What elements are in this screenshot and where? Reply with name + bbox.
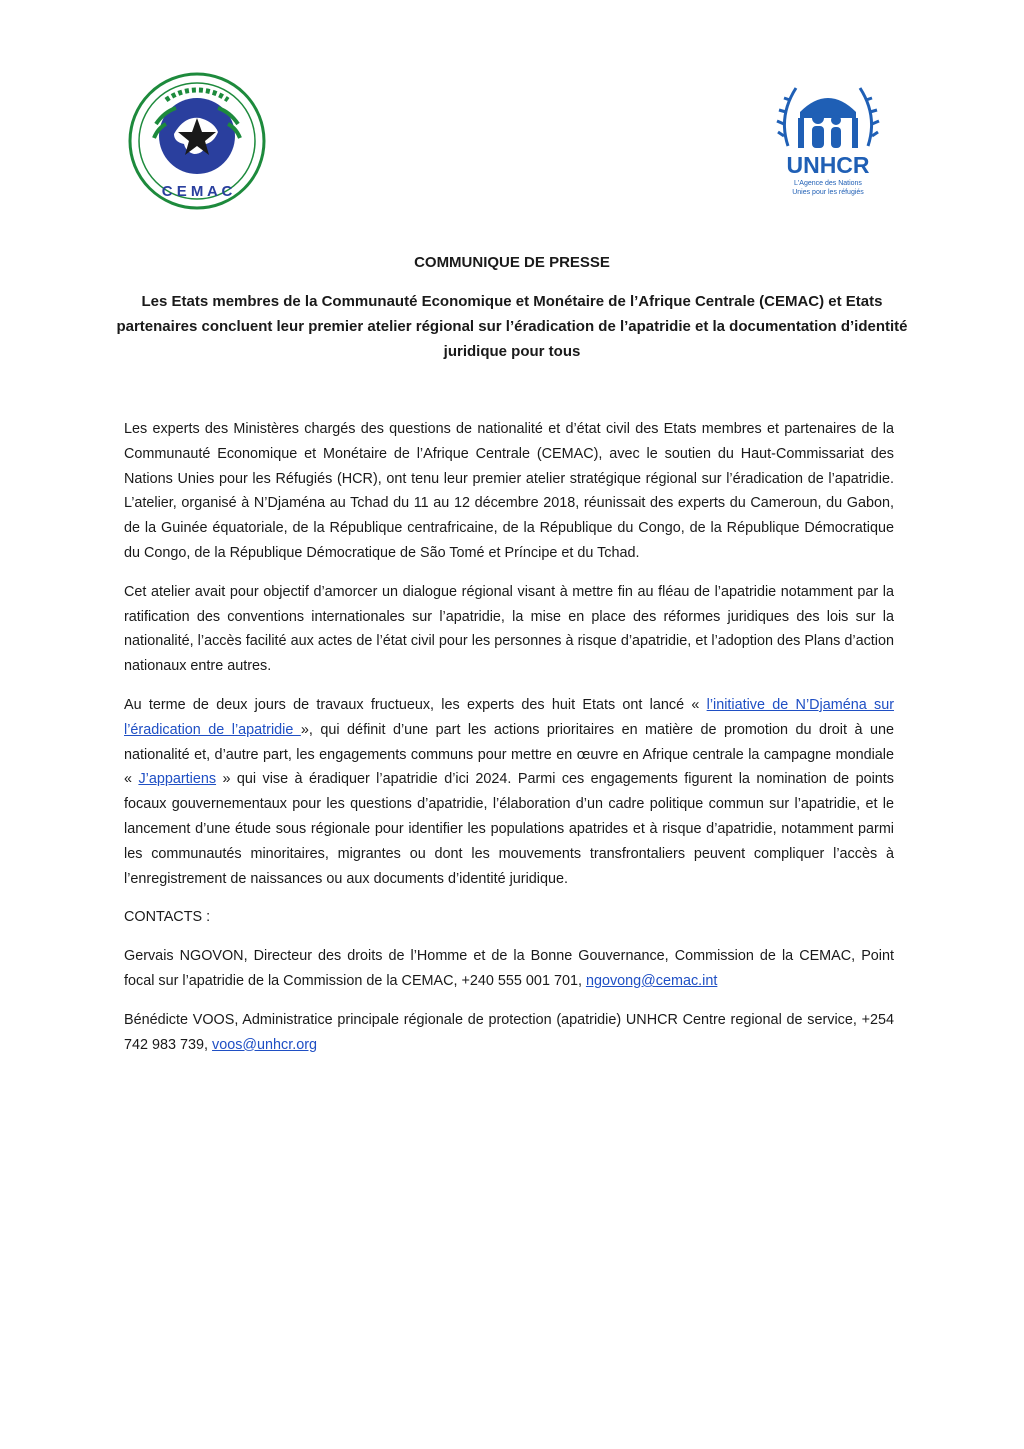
contact-1 bbox=[124, 944, 894, 994]
unhcr-logo-tagline-1: L'Agence des Nations bbox=[794, 180, 862, 187]
paragraph-3-text-a: Au terme de deux jours de travaux fructueux, les experts des huit Etats ont lancé « bbox=[124, 696, 707, 713]
press-release-body bbox=[124, 417, 894, 1071]
contact-1-email-link[interactable]: ngovong@cemac.int bbox=[585, 972, 718, 989]
document-title: COMMUNIQUE DE PRESSE bbox=[414, 254, 610, 271]
unhcr-logo-name: UNHCR bbox=[786, 152, 870, 178]
cemac-logo bbox=[128, 72, 266, 210]
unhcr-logo-tagline-2: Unies pour les réfugiés bbox=[792, 189, 864, 196]
paragraph-3 bbox=[124, 693, 894, 891]
contacts-heading: CONTACTS : bbox=[124, 909, 211, 926]
contact-2-email-link[interactable]: voos@unhcr.org bbox=[212, 1036, 318, 1053]
paragraph-1: Les experts des Ministères chargés des questions de nationalité et d’état civil des Etats membres et partenaires de la Communauté Economique et Monétaire de l’Afrique Centrale (CEMAC), avec le soutien du Haut-Commissariat des Nations Unies pour les Réfugiés (HCR), ont tenu leur premier atelier stratégique régional sur l’éradication de l’apatridie. L’atelier, organisé à N’Djaména au Tchad du 11 au 12 décembre 2018, réunissait des experts du Cameroun, du Gabon, de la Guinée équatoriale, de la République centrafricaine, de la République du Congo, de la République Démocratique du Congo, de la République Démocratique de São Tomé et Príncipe et du Tchad. bbox=[124, 421, 894, 561]
contact-2 bbox=[124, 1008, 894, 1058]
contact-1-text: Gervais NGOVON, Directeur des droits de l’Homme et de la Bonne Gouvernance, Commission de la CEMAC, Point focal sur l’apatridie de la Commission de la CEMAC, +240 555 001 701, bbox=[124, 948, 894, 989]
unhcr-logo bbox=[770, 76, 886, 200]
cemac-logo-letters: C E M A C bbox=[161, 183, 233, 200]
document-subtitle: Les Etats membres de la Communauté Economique et Monétaire de l’Afrique Centrale (CEMAC) et Etats partenaires concluent leur premier atelier régional sur l’éradication de l’apatridie et la documentation d’identité juridique pour tous bbox=[116, 293, 908, 360]
paragraph-3-text-b: », qui définit d’une part les actions prioritaires en matière de promotion du droit à une nationalité et, d’autre part, les engagements communs pour mettre en œuvre en Afrique centrale la campagne mondiale « bbox=[124, 721, 894, 788]
jappartiens-link[interactable]: J’appartiens bbox=[138, 771, 217, 788]
paragraph-3-text-c: » qui vise à éradiquer l’apatridie d’ici 2024. Parmi ces engagements figurent la nomination de points focaux gouvernementaux pour les questions d’apatridie, l’élaboration d’un cadre politique commun sur l’apatridie, et le lancement d’une étude sous régionale pour identifier les populations apatrides et à risque d’apatridie, notamment parmi les communautés minoritaires, migrantes ou dont les mouvements transfrontaliers peuvent compliquer l’accès à l’enregistrement de naissances ou aux documents d’identité juridique. bbox=[124, 771, 894, 887]
ndjamena-initiative-link[interactable]: l’initiative de N’Djaména sur l’éradication de l’apatridie bbox=[124, 696, 894, 738]
paragraph-2: Cet atelier avait pour objectif d’amorcer un dialogue régional visant à mettre fin au fléau de l’apatridie notamment par la ratification des conventions internationales sur l’apatridie, la mise en place des réformes juridiques des lois sur la nationalité, l’accès facilité aux actes de l’état civil pour les personnes à risque d’apatridie, et l’adoption des Plans d’action nationaux entre autres. bbox=[124, 583, 894, 675]
contact-2-text: Bénédicte VOOS, Administratice principale régionale de protection (apatridie) UNHCR Centre regional de service, +254 742 983 739, bbox=[124, 1011, 894, 1053]
